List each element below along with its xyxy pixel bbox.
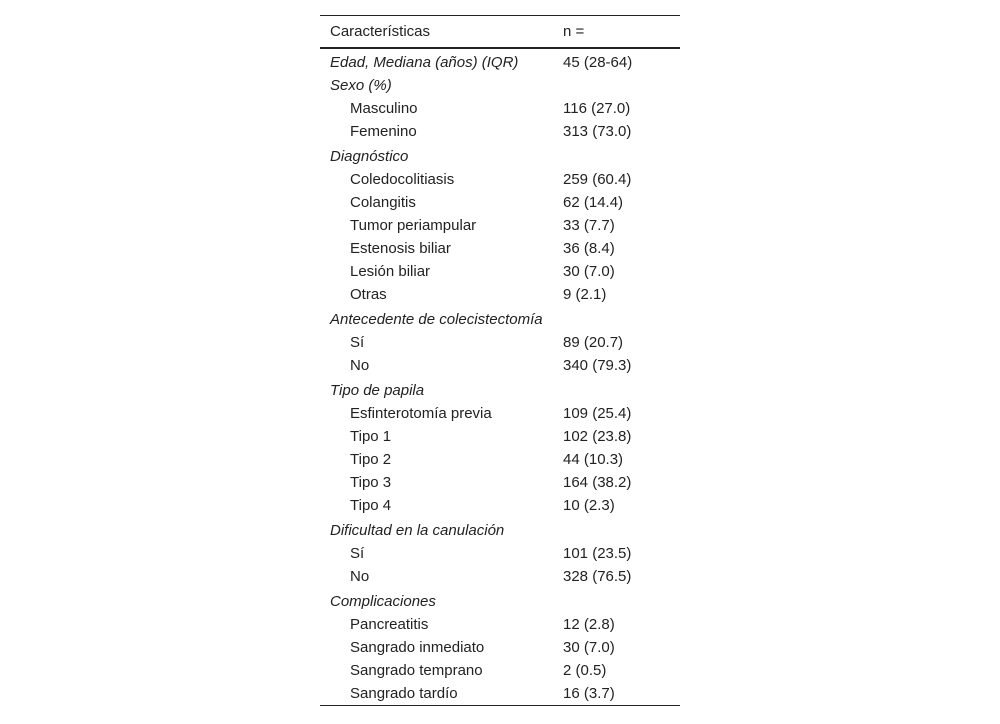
row-value: 2 (0.5)	[563, 662, 607, 679]
row-label: Edad, Mediana (años) (IQR)	[330, 54, 519, 71]
row-label: Femenino	[350, 123, 417, 140]
row-label: Tipo de papila	[330, 382, 425, 399]
table-row	[320, 494, 680, 517]
row-value: 12 (2.8)	[563, 616, 615, 633]
characteristics-table	[320, 15, 680, 706]
row-value: 101 (23.5)	[563, 545, 632, 562]
row-value: 44 (10.3)	[563, 451, 624, 468]
table-row	[320, 659, 680, 682]
table-header-row	[320, 16, 680, 49]
table-row	[320, 283, 680, 306]
row-value: 340 (79.3)	[563, 357, 632, 374]
row-label: Otras	[350, 286, 387, 303]
table-row	[320, 260, 680, 283]
row-value: 33 (7.7)	[563, 217, 615, 234]
row-label: Lesión biliar	[350, 263, 431, 280]
table-row	[320, 471, 680, 494]
row-value: 9 (2.1)	[563, 286, 607, 303]
row-label: Sangrado tardío	[350, 685, 458, 702]
table-row	[320, 682, 680, 706]
row-label: Tipo 2	[350, 451, 392, 468]
row-label: No	[350, 568, 370, 585]
table-row	[320, 97, 680, 120]
row-value: 164 (38.2)	[563, 474, 632, 491]
row-value: 116 (27.0)	[563, 100, 631, 117]
table-row	[320, 354, 680, 377]
table-row	[320, 636, 680, 659]
table-row	[320, 143, 680, 168]
table-row	[320, 168, 680, 191]
header-characteristics: Características	[330, 23, 431, 40]
row-value: 89 (20.7)	[563, 334, 624, 351]
characteristics-table-container	[320, 15, 680, 706]
table-row	[320, 74, 680, 97]
table-row	[320, 613, 680, 636]
row-value	[563, 377, 680, 402]
row-label: Masculino	[350, 100, 418, 117]
row-value: 102 (23.8)	[563, 428, 632, 445]
row-label: Antecedente de colecistectomía	[330, 311, 543, 328]
table-row	[320, 402, 680, 425]
table-row	[320, 331, 680, 354]
table-row	[320, 542, 680, 565]
row-label: Sangrado inmediato	[350, 639, 485, 656]
row-label: Sí	[350, 334, 365, 351]
row-label: Estenosis biliar	[350, 240, 451, 257]
row-value: 30 (7.0)	[563, 263, 615, 280]
row-value	[563, 517, 680, 542]
row-value	[563, 588, 680, 613]
row-label: Colangitis	[350, 194, 416, 211]
table-row	[320, 120, 680, 143]
table-row	[320, 48, 680, 74]
row-value: 30 (7.0)	[563, 639, 615, 656]
row-value: 36 (8.4)	[563, 240, 615, 257]
table-row	[320, 306, 680, 331]
row-value: 16 (3.7)	[563, 685, 615, 702]
table-row	[320, 448, 680, 471]
row-label: Tipo 3	[350, 474, 392, 491]
row-label: Coledocolitiasis	[350, 171, 455, 188]
table-row	[320, 191, 680, 214]
row-label: Dificultad en la canulación	[330, 522, 505, 539]
row-label: Pancreatitis	[350, 616, 429, 633]
row-label: Sí	[350, 545, 365, 562]
table-row	[320, 425, 680, 448]
row-label: Tipo 1	[350, 428, 392, 445]
table-row	[320, 588, 680, 613]
table-row	[320, 237, 680, 260]
row-label: Diagnóstico	[330, 148, 409, 165]
row-value: 313 (73.0)	[563, 123, 632, 140]
header-count: n =	[563, 23, 585, 40]
row-label: Esfinterotomía previa	[350, 405, 492, 422]
row-value: 109 (25.4)	[563, 405, 632, 422]
row-value	[563, 74, 680, 97]
table-row	[320, 517, 680, 542]
row-value: 10 (2.3)	[563, 497, 615, 514]
row-label: Tipo 4	[350, 497, 392, 514]
table-row	[320, 565, 680, 588]
row-value	[563, 143, 680, 168]
table-row	[320, 377, 680, 402]
row-label: No	[350, 357, 370, 374]
row-label: Tumor periampular	[350, 217, 477, 234]
row-label: Complicaciones	[330, 593, 436, 610]
row-value: 45 (28-64)	[563, 54, 633, 71]
row-label: Sexo (%)	[330, 77, 392, 94]
row-label: Sangrado temprano	[350, 662, 483, 679]
table-row	[320, 214, 680, 237]
row-value: 62 (14.4)	[563, 194, 624, 211]
row-value	[563, 306, 680, 331]
row-value: 328 (76.5)	[563, 568, 632, 585]
row-value: 259 (60.4)	[563, 171, 632, 188]
